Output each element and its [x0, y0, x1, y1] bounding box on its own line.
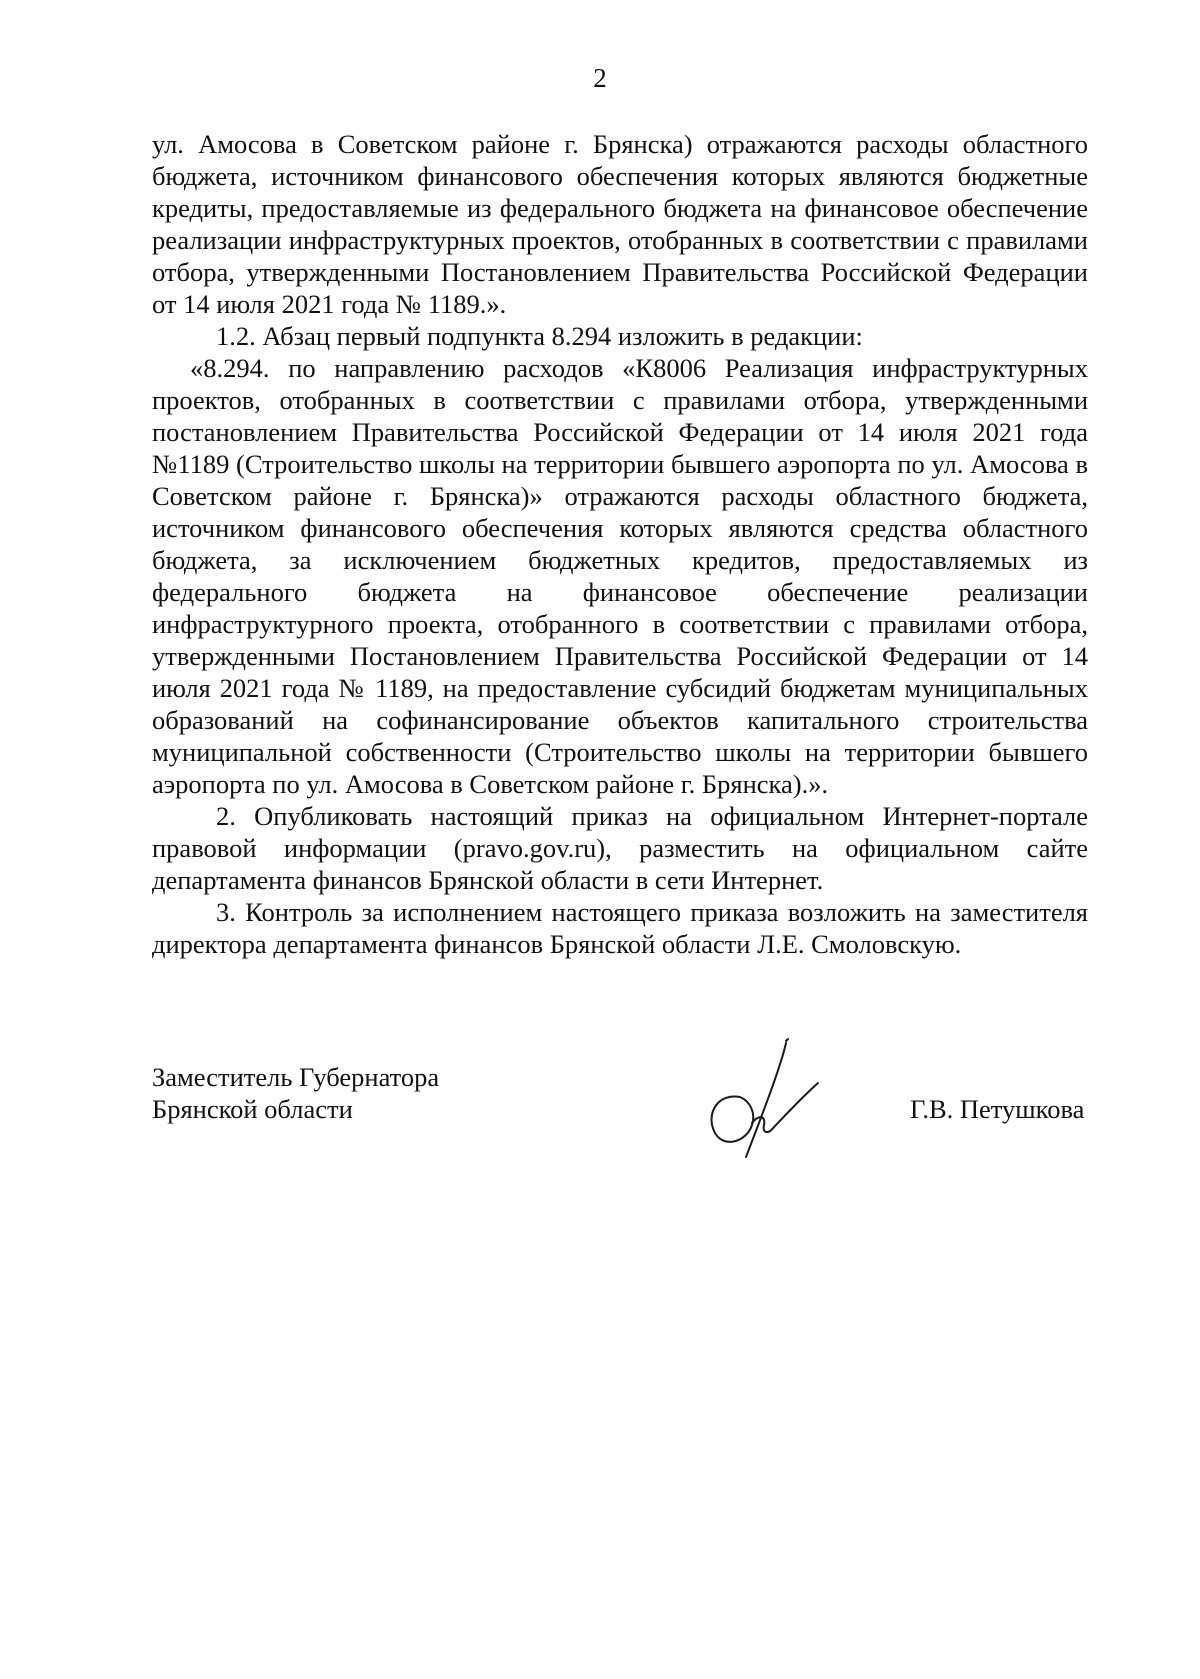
- signatory-name: Г.В. Петушкова: [910, 1094, 1085, 1124]
- handwritten-signature: [700, 1035, 840, 1165]
- paragraph-continuation: ул. Амосова в Советском районе г. Брянска) отражаются расходы областного бюджета, источником финансового обеспечения которых являются бюджетные кредиты, предоставляемые из федерального бюджета на финансовое обеспечение реализации инфраструктурных проектов, отобранных в соответствии с правилами отбора, утвержденными Постановлением Правительства Российской Федерации от 14 июля 2021 года № 1189.».: [152, 129, 1088, 319]
- paragraph-item-3: 3. Контроль за исполнением настоящего приказа возложить на заместителя директора департамента финансов Брянской области Л.Е. Смоловскую.: [152, 897, 1088, 959]
- paragraph-item-2: 2. Опубликовать настоящий приказ на официальном Интернет-портале правовой информации (pravo.gov.ru), разместить на официальном сайте департамента финансов Брянской области в сети Интернет.: [152, 801, 1088, 895]
- signatory-position-line-2: Брянской области: [152, 1094, 353, 1124]
- page-number: 2: [593, 63, 607, 93]
- paragraph-quoted-8-294: «8.294. по направлению расходов «К8006 Реализация инфраструктурных проектов, отобранных в соответствии с правилами отбора, утвержденными постановлением Правительства Российской Федерации от 14 июля 2021 года №1189 (Строительство школы на территории бывшего аэропорта по ул. Амосова в Советском районе г. Брянска)» отражаются расходы областного бюджета, источником финансового обеспечения которых являются средства областного бюджета, за исключением бюджетных кредитов, предоставляемых из федерального бюджета на финансовое обеспечение реализации инфраструктурного проекта, отобранного в соответствии с правилами отбора, утвержденными Постановлением Правительства Российской Федерации от 14 июля 2021 года № 1189, на предоставление субсидий бюджетам муниципальных образований на софинансирование объектов капитального строительства муниципальной собственности (Строительство школы на территории бывшего аэропорта по ул. Амосова в Советском районе г. Брянска).».: [152, 353, 1088, 799]
- signatory-position-line-1: Заместитель Губернатора: [152, 1062, 440, 1092]
- signatory-position: [152, 1061, 439, 1125]
- document-body: [152, 128, 1088, 960]
- paragraph-item-1-2: 1.2. Абзац первый подпункта 8.294 изложить в редакции:: [216, 321, 863, 351]
